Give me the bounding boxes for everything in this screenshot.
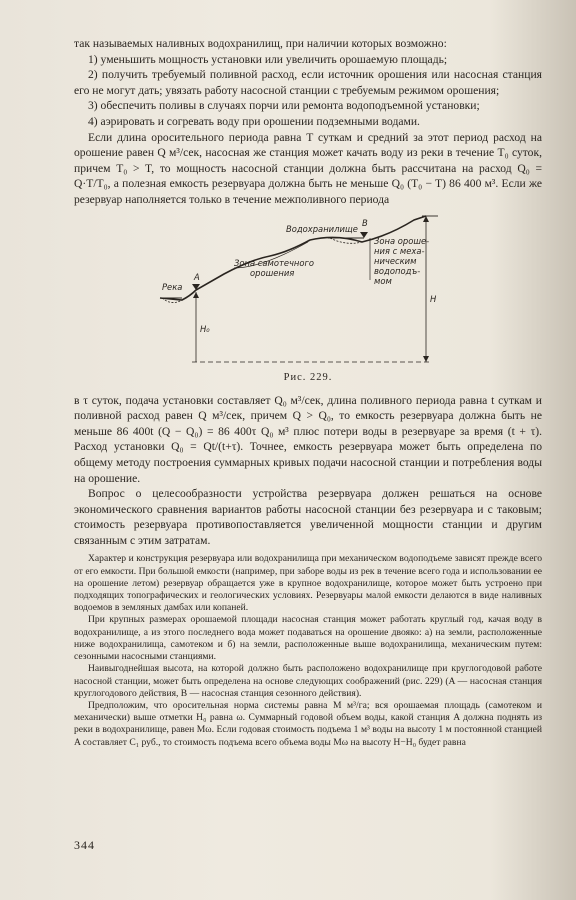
page-number: 344 [74,838,95,852]
paragraph-2: 1) уменьшить мощность установки или увеличить орошаемую площадь; [88,52,448,66]
mech-zone-label-5: мом [374,275,392,286]
h-label: H [430,293,437,304]
small-paragraph-2: При крупных размерах орошаемой площади насосная станция может работать круглый год, качая воду в водохранилище, а из этого последнего вода может подаваться на орошение двояко: а) на земли, расположенные ниже водохранилища, самотеком и б) на земли, расположенные выше водохранилища, механическим путем: сезонными насосными станциями. [74,614,542,663]
paragraph-5: 4) аэрировать и согревать воду при орошении подземными водами. [88,114,420,128]
figure-229 [74,212,542,372]
mech-zone-label-4: водоподъ- [374,265,421,276]
terrain-diagram [74,212,542,372]
river-label: Река [162,281,183,292]
small-paragraph-1: Характер и конструкция резервуара или водохранилища при механическом водоподъеме зависят прежде всего от его емкости. При большой емкости (например, при заборе воды из рек в течение всего года и использовании ее на орошение летом) резервуар обращается уже в крупное водохранилище, которое может быть устроено при подходящих топографических и геологических условиях. Резервуары малой емкости делаются в виде наливных водоемов в земляных дамбах или копаней. [74,553,542,614]
paragraph-4: 3) обеспечить поливы в случаях порчи или ремонта водоподъемной установки; [88,99,480,113]
paragraph-3: 2) получить требуемый поливной расход, если источник орошения или насосная станция его не могут дать; увязать работу насосной станции с требуемым режимом орошения; [74,68,542,97]
mech-zone-label-2: ния с меха- [374,245,425,256]
paragraph-8: Вопрос о целесообразности устройства резервуара должен решаться на основе экономического сравнения вариантов работы насосной станции без резервуара и с таковым; стоимость резервуара противопоставляется увеличенной мощности станции и другим связанным с этим затратам. [74,487,542,547]
small-paragraph-4: Предположим, что оросительная норма системы равна M м³/га; вся орошаемая площадь (самотеком и механически) выше отметки H₀ равна ω. Суммарный годовой объем воды, какой станция A должна поднять из реки в водохранилище, равен Mω. Если годовая стоимость подъема 1 м³ воды на высоту 1 м постоянной станцией A составляет C₁ руб., то стоимость подъема всего объема воды Mω на высоту H−H₀ будет равна [74,699,542,748]
gravity-zone-label-1: Зона самотечного [234,257,315,268]
page-body [74,36,542,749]
paragraph-1: так называемых наливных водохранилищ, при наличии которых возможно: [74,37,447,50]
paragraph-7: в τ суток, подача установки составляет Q₀ м³/сек, длина поливного периода равна t суткам и поливной расход равен Q м³/сек, причем Q > Q₀, то емкость резервуара должна быть не меньше 86 400t (Q − Q₀) = 86 400τ Q₀ м³ плюс потери воды в резервуаре за время (t + τ). Расход установки Q₀ = Qt/(t+τ). Точнее, емкость резервуара может быть определена по общему методу построения суммарных кривых подачи насосной станции и потребления воды на орошение. [74,393,542,485]
point-b-label: B [362,217,368,228]
station-b-marker [360,232,368,238]
small-paragraph-3: Наивыгоднейшая высота, на которой должно быть расположено водохранилище при круглогодовой работе насосной станции, может быть определена на основе следующих соображений (рис. 229) (A — насосная станция круглогодового действия, B — насосная станция сезонного действия). [74,663,542,699]
paragraph-6: Если длина оросительного периода равна T суткам и средний за этот период расход на орошение равен Q м³/сек, насосная же станция может качать воду из реки в течение T₀ суток, причем T₀ > T, то мощность насосной станции должна быть рассчитана на расход Q₀ = Q·T/T₀, а полезная емкость резервуара должна быть не меньше Q₀ (T₀ − T) 86 400 м³. Если же резервуар наполняется только в течение межполивного периода [74,130,542,206]
figure-caption: Рис. 229. [283,371,333,383]
mech-zone-label-1: Зона ороше- [374,235,430,246]
h0-label: H₀ [200,323,210,334]
reservoir-label: Водохранилище [286,223,358,234]
point-a-label: A [194,271,200,282]
gravity-zone-label-2: орошения [250,267,295,278]
mech-zone-label-3: ническим [374,255,417,266]
